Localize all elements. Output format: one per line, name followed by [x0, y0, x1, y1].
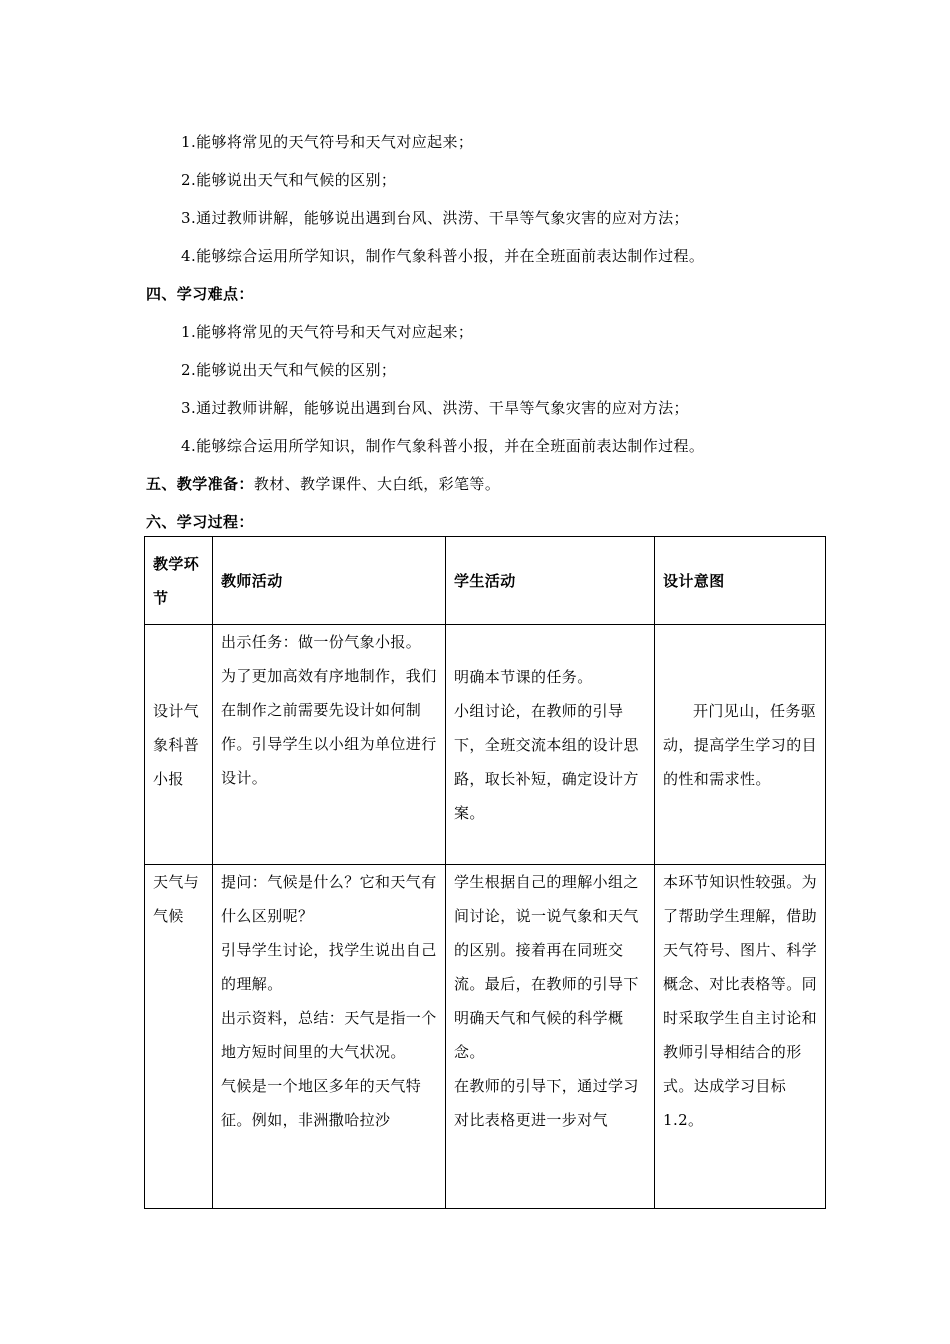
row2-intent-text: 本环节知识性较强。为了帮助学生理解，借助天气符号、图片、科学概念、对比表格等。同时采取学生自主讨论和教师引导相结合的形式。达成学习目标1.2。: [663, 873, 818, 1129]
row2-student-p1: 学生根据自己的理解小组之间讨论，说一说气象和天气的区别。接着再在同班交流。最后，在教师的引导下明确天气和气候的科学概念。: [454, 873, 639, 1061]
difficulty-item-3: 3.通过教师讲解，能够说出遇到台风、洪涝、干旱等气象灾害的应对方法；: [181, 399, 689, 417]
table-row: [145, 625, 826, 865]
row2-teacher-p4: 气候是一个地区多年的天气特征。例如，非洲撒哈拉沙: [221, 1077, 422, 1129]
row1-student-p2: 小组讨论，在教师的引导下，全班交流本组的设计思路，取长补短，确定设计方案。: [454, 701, 639, 822]
section-4-title: 四、学习难点：: [146, 285, 254, 303]
row1-stage: 设计气象科普小报: [145, 625, 213, 865]
header-teacher: 教师活动: [213, 537, 446, 625]
section-5-title: 五、教学准备：: [146, 475, 254, 493]
row2-student: [446, 865, 655, 1209]
row2-teacher-p3: 出示资料，总结：天气是指一个地方短时间里的大气状况。: [221, 1009, 437, 1061]
row1-teacher: [213, 625, 446, 865]
header-stage: 教学环节: [145, 537, 213, 625]
objective-item-3: 3.通过教师讲解，能够说出遇到台风、洪涝、干旱等气象灾害的应对方法；: [181, 209, 689, 227]
difficulty-item-4: 4.能够综合运用所学知识，制作气象科普小报，并在全班面前表达制作过程。: [181, 437, 705, 455]
row1-teacher-p1: 出示任务：做一份气象小报。: [221, 633, 422, 651]
row2-student-p2: 在教师的引导下，通过学习对比表格更进一步对气: [454, 1077, 639, 1129]
objective-item-2: 2.能够说出天气和气候的区别；: [181, 171, 397, 189]
table-header-row: [145, 537, 826, 625]
header-intent: 设计意图: [655, 537, 826, 625]
row2-teacher-p1: 提问：气候是什么？它和天气有什么区别呢？: [221, 873, 437, 925]
difficulty-item-1: 1.能够将常见的天气符号和天气对应起来；: [181, 323, 474, 341]
row2-intent: [655, 865, 826, 1209]
objective-item-1: 1.能够将常见的天气符号和天气对应起来；: [181, 133, 474, 151]
row2-teacher: [213, 865, 446, 1209]
learning-process-table: [144, 536, 826, 1209]
table-row: [145, 865, 826, 1209]
row2-teacher-p2: 引导学生讨论，找学生说出自己的理解。: [221, 941, 437, 993]
section-5: [146, 474, 500, 494]
header-student: 学生活动: [446, 537, 655, 625]
row1-intent-text: 开门见山，任务驱动，提高学生学习的目的性和需求性。: [663, 701, 818, 788]
section-6-title: 六、学习过程：: [146, 513, 254, 531]
objective-item-4: 4.能够综合运用所学知识，制作气象科普小报，并在全班面前表达制作过程。: [181, 247, 705, 265]
difficulty-item-2: 2.能够说出天气和气候的区别；: [181, 361, 397, 379]
row1-intent: [655, 625, 826, 865]
row1-student-p1: 明确本节课的任务。: [454, 667, 593, 686]
section-5-text: 教材、教学课件、大白纸，彩笔等。: [253, 475, 501, 493]
row1-student: [446, 625, 655, 865]
row2-stage: 天气与气候: [145, 865, 213, 1209]
row1-teacher-p2: 为了更加高效有序地制作，我们在制作之前需要先设计如何制作。引导学生以小组为单位进行设计。: [221, 667, 437, 787]
